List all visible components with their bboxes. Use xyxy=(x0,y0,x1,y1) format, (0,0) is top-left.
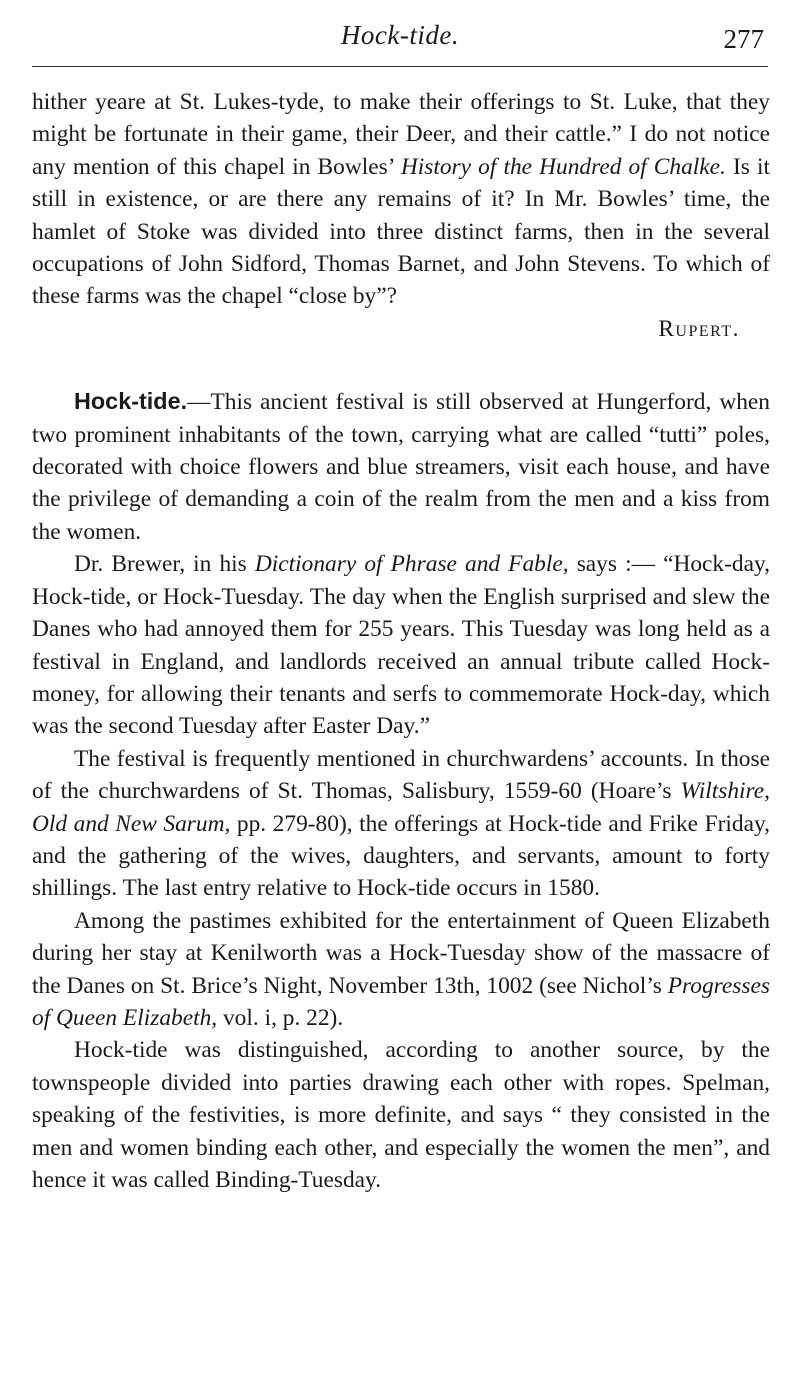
running-header xyxy=(32,14,768,60)
text-run: hither yeare at St. Lukes-tyde, to make their offerings to St. Luke, that they might be fortunate in their game, their Deer, and their cattle.” I do not notice any mention of this chapel in Bowles’ xyxy=(32,89,770,180)
section-gap xyxy=(32,345,770,385)
text-run: —This ancient festival is still observed at Hungerford, when two prominent inhabitants of the town, carrying what are called “tutti” poles, decorated with choice flowers and blue streamers, visit each house, and have the privilege of demanding a coin of the realm from the men and a kiss from the women. xyxy=(32,389,770,545)
text-run: Hock-tide was distinguished, according to another source, by the townspeople divided into parties drawing each other with ropes. Spelman, speaking of the festivities, is more definite, and says “ they consisted in the men and women binding each other, and especially the women the men”, and hence it was called Binding-Tuesday. xyxy=(32,1037,770,1193)
page-number: 277 xyxy=(723,24,764,54)
headword: Hock-tide. xyxy=(74,388,188,415)
header-rule xyxy=(32,66,768,67)
running-title: Hock-tide. xyxy=(340,20,460,50)
paragraph-churchwardens xyxy=(32,743,770,905)
text-run: says :— “Hock-day, Hock-tide, or Hock-Tuesday. The day when the English surprised and slew the Danes who had annoyed them for 255 years. This Tuesday was long held as a festival in England, and landlords received an annual tribute called Hock-money, for allowing their tenants and serfs to commemorate Hock-day, which was the second Tuesday after Easter Day.” xyxy=(32,551,771,740)
paragraph-continued xyxy=(32,86,770,313)
work-title: Progresses of Queen Elizabeth, xyxy=(32,972,770,1031)
text-run: The festival is frequently mentioned in churchwardens’ accounts. In those of the churchwardens of St. Thomas, Salisbury, 1559-60 (Hoare’s xyxy=(32,745,770,805)
work-title: History of the Hundred of Chalke. xyxy=(400,153,726,180)
paragraph-kenilworth xyxy=(32,905,770,1035)
signature: Rupert. xyxy=(658,315,740,342)
paragraph-brewer xyxy=(32,548,770,742)
work-title: Wiltshire, Old and New Sarum, xyxy=(32,778,770,837)
text-run: Is it still in existence, or are there any remains of it? In Mr. Bowles’ time, the hamlet of Stoke was divided into three distinct farms, then in the several occupations of John Sidford, Thomas Barnet, and John Stevens. To which of these farms was the chapel “close by”? xyxy=(32,153,770,310)
text-run: pp. 279-80), the offerings at Hock-tide and Frike Friday, and the gathering of the wives, daughters, and servants, amount to forty shillings. The last entry relative to Hock-tide occurs in 1580. xyxy=(32,810,770,902)
paragraph-hock-tide xyxy=(32,385,770,548)
text-run: Among the pastimes exhibited for the entertainment of Queen Elizabeth during her stay at Kenilworth was a Hock-Tuesday show of the massacre of the Danes on St. Brice’s Night, November 13th, 1002 (see Nichol’s xyxy=(32,907,770,999)
paragraph-binding-tuesday xyxy=(32,1034,770,1196)
page-body xyxy=(32,86,770,1196)
text-run: Dr. Brewer, in his xyxy=(74,551,255,578)
work-title: Dictionary of Phrase and Fable, xyxy=(254,551,569,578)
text-run: vol. i, p. 22). xyxy=(217,1004,344,1031)
